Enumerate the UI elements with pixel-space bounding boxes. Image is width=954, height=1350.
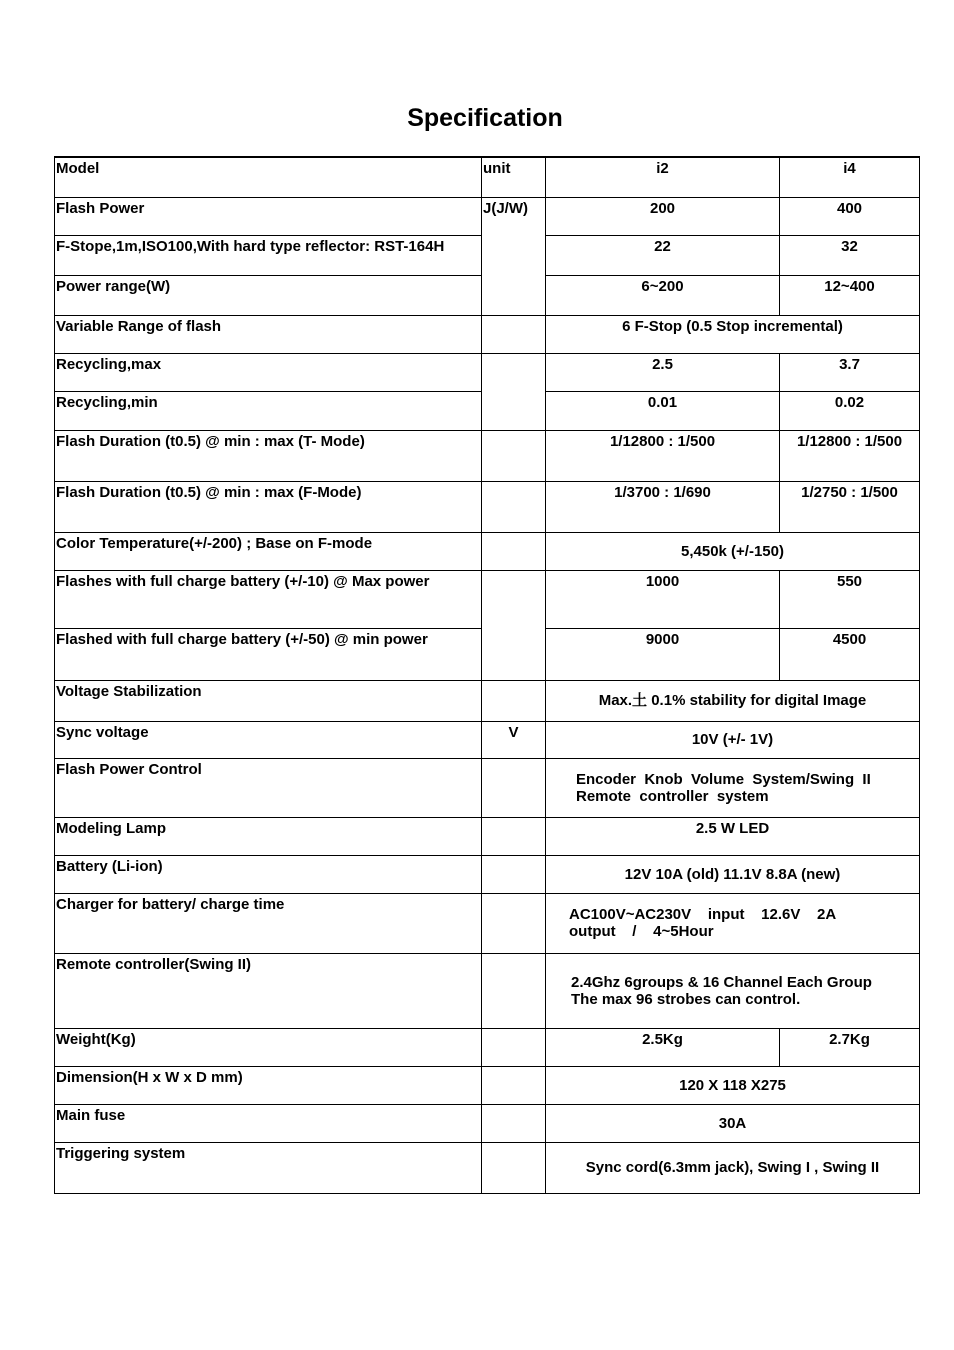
power-control-line-1: Encoder Knob Volume System/Swing II — [576, 770, 871, 788]
remote-line-1: 2.4Ghz 6groups & 16 Channel Each Group — [571, 973, 872, 991]
modeling-lamp-label: Modeling Lamp — [55, 817, 482, 855]
power-control-unit — [482, 758, 546, 817]
duration-t-label: Flash Duration (t0.5) @ min : max (T- Mode) — [55, 430, 482, 481]
table-row-duration-t — [55, 430, 920, 481]
recycling-min-i2: 0.01 — [546, 391, 780, 430]
table-row-variable-range — [55, 315, 920, 353]
charger-unit — [482, 893, 546, 953]
weight-unit — [482, 1028, 546, 1066]
header-model-label: Model — [55, 157, 482, 197]
flashes-min-i4: 4500 — [780, 628, 920, 680]
recycling-min-i4: 0.02 — [780, 391, 920, 430]
voltage-stab-label: Voltage Stabilization — [55, 680, 482, 721]
flash-power-label: Flash Power — [55, 197, 482, 235]
voltage-stab-value: Max.土 0.1% stability for digital Image — [546, 680, 920, 721]
main-fuse-label: Main fuse — [55, 1104, 482, 1142]
duration-f-i2: 1/3700 : 1/690 — [546, 481, 780, 532]
recycling-max-label: Recycling,max — [55, 353, 482, 391]
table-row-battery — [55, 855, 920, 893]
header-i2-label: i2 — [546, 157, 780, 197]
flashes-unit — [482, 570, 546, 680]
power-range-label: Power range(W) — [55, 275, 482, 315]
charger-value — [546, 893, 920, 953]
fstop-i2: 22 — [546, 235, 780, 275]
table-row-recycling-max — [55, 353, 920, 391]
header-i4-label: i4 — [780, 157, 920, 197]
battery-value: 12V 10A (old) 11.1V 8.8A (new) — [546, 855, 920, 893]
table-row-triggering — [55, 1142, 920, 1193]
flash-power-unit: J(J/W) — [482, 197, 546, 315]
remote-value — [546, 953, 920, 1028]
dimension-label: Dimension(H x W x D mm) — [55, 1066, 482, 1104]
header-unit-label: unit — [482, 157, 546, 197]
recycling-max-i2: 2.5 — [546, 353, 780, 391]
modeling-lamp-value: 2.5 W LED — [546, 817, 920, 855]
fstop-label: F-Stope,1m,ISO100,With hard type reflector: RST-164H — [55, 235, 482, 275]
flash-power-i2: 200 — [546, 197, 780, 235]
table-row-voltage-stab — [55, 680, 920, 721]
flashes-max-i4: 550 — [780, 570, 920, 628]
variable-range-value: 6 F-Stop (0.5 Stop incremental) — [546, 315, 920, 353]
weight-i4: 2.7Kg — [780, 1028, 920, 1066]
color-temp-value: 5,450k (+/-150) — [546, 532, 920, 570]
variable-range-unit — [482, 315, 546, 353]
voltage-stab-unit — [482, 680, 546, 721]
duration-t-i2: 1/12800 : 1/500 — [546, 430, 780, 481]
table-row-flash-power — [55, 197, 920, 235]
flashes-max-i2: 1000 — [546, 570, 780, 628]
color-temp-unit — [482, 532, 546, 570]
fstop-i4: 32 — [780, 235, 920, 275]
dimension-value: 120 X 118 X275 — [546, 1066, 920, 1104]
table-row-dimension — [55, 1066, 920, 1104]
duration-f-i4: 1/2750 : 1/500 — [780, 481, 920, 532]
specification-table — [54, 156, 920, 1194]
duration-f-unit — [482, 481, 546, 532]
triggering-unit — [482, 1142, 546, 1193]
page-title: Specification — [407, 104, 563, 132]
weight-i2: 2.5Kg — [546, 1028, 780, 1066]
variable-range-label: Variable Range of flash — [55, 315, 482, 353]
table-row-power-control — [55, 758, 920, 817]
power-range-i4: 12~400 — [780, 275, 920, 315]
sync-voltage-value: 10V (+/- 1V) — [546, 721, 920, 758]
power-control-line-2: Remote controller system — [576, 787, 769, 805]
battery-unit — [482, 855, 546, 893]
duration-t-i4: 1/12800 : 1/500 — [780, 430, 920, 481]
flashes-min-i2: 9000 — [546, 628, 780, 680]
charger-line-2: output / 4~5Hour — [569, 923, 714, 940]
remote-label: Remote controller(Swing II) — [55, 953, 482, 1028]
flashes-max-label: Flashes with full charge battery (+/-10) @ Max power — [55, 570, 482, 628]
dimension-unit — [482, 1066, 546, 1104]
recycling-min-label: Recycling,min — [55, 391, 482, 430]
table-row-remote — [55, 953, 920, 1028]
power-control-label: Flash Power Control — [55, 758, 482, 817]
table-row-modeling-lamp — [55, 817, 920, 855]
sync-voltage-label: Sync voltage — [55, 721, 482, 758]
power-range-i2: 6~200 — [546, 275, 780, 315]
weight-label: Weight(Kg) — [55, 1028, 482, 1066]
flashes-min-label: Flashed with full charge battery (+/-50) @ min power — [55, 628, 482, 680]
table-row-header — [55, 157, 920, 197]
modeling-lamp-unit — [482, 817, 546, 855]
table-row-flashes-max — [55, 570, 920, 628]
recycling-max-i4: 3.7 — [780, 353, 920, 391]
charger-line-1: AC100V~AC230V input 12.6V 2A — [569, 906, 837, 923]
table-row-sync-voltage — [55, 721, 920, 758]
table-row-color-temp — [55, 532, 920, 570]
table-row-main-fuse — [55, 1104, 920, 1142]
triggering-value: Sync cord(6.3mm jack), Swing I , Swing II — [546, 1142, 920, 1193]
remote-line-2: The max 96 strobes can control. — [571, 990, 801, 1008]
triggering-label: Triggering system — [55, 1142, 482, 1193]
main-fuse-value: 30A — [546, 1104, 920, 1142]
remote-unit — [482, 953, 546, 1028]
charger-label: Charger for battery/ charge time — [55, 893, 482, 953]
sync-voltage-unit: V — [482, 721, 546, 758]
table-row-duration-f — [55, 481, 920, 532]
table-row-charger — [55, 893, 920, 953]
duration-t-unit — [482, 430, 546, 481]
main-fuse-unit — [482, 1104, 546, 1142]
power-control-value — [546, 758, 920, 817]
color-temp-label: Color Temperature(+/-200) ; Base on F-mode — [55, 532, 482, 570]
duration-f-label: Flash Duration (t0.5) @ min : max (F-Mode) — [55, 481, 482, 532]
table-row-weight — [55, 1028, 920, 1066]
battery-label: Battery (Li-ion) — [55, 855, 482, 893]
recycling-unit — [482, 353, 546, 430]
flash-power-i4: 400 — [780, 197, 920, 235]
